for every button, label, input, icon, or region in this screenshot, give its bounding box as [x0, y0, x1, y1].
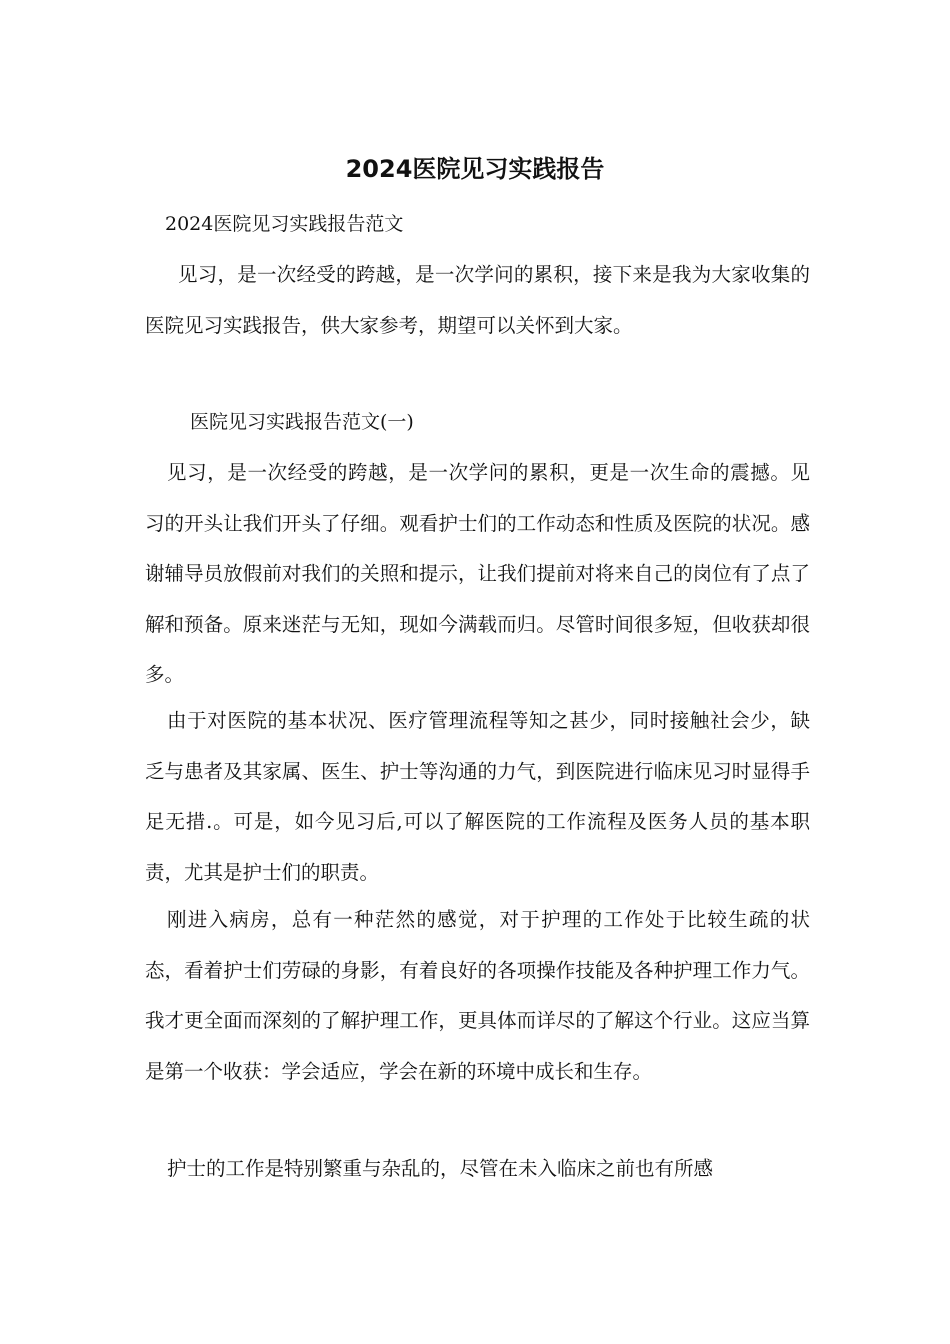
body-paragraph: 刚进入病房，总有一种茫然的感觉，对于护理的工作处于比较生疏的状态，看着护士们劳碌的身影，有着良好的各项操作技能及各种护理工作力气。我才更全面而深刻的了解护理工作，更具体而详尽的了解这个行业。这应当算是第一个收获：学会适应，学会在新的环境中成长和生存。 — [145, 908, 810, 1083]
document-title: 2024医院见习实践报告 — [345, 155, 605, 183]
section-heading: 医院见习实践报告范文(一) — [190, 411, 414, 433]
body-paragraph: 见习，是一次经受的跨越，是一次学问的累积，更是一次生命的震撼。见习的开头让我们开头了仔细。观看护士们的工作动态和性质及医院的状况。感谢辅导员放假前对我们的关照和提示，让我们提前对将来自己的岗位有了点了解和预备。原来迷茫与无知，现如今满载而归。尽管时间很多短，但收获却很多。 — [145, 461, 810, 686]
intro-paragraph: 见习，是一次经受的跨越，是一次学问的累积，接下来是我为大家收集的医院见习实践报告，供大家参考，期望可以关怀到大家。 — [145, 263, 810, 337]
document-subtitle: 2024医院见习实践报告范文 — [165, 213, 404, 235]
body-paragraph: 护士的工作是特别繁重与杂乱的，尽管在未入临床之前也有所感 — [167, 1157, 714, 1180]
body-paragraph: 由于对医院的基本状况、医疗管理流程等知之甚少，同时接触社会少，缺乏与患者及其家属、医生、护士等沟通的力气，到医院进行临床见习时显得手足无措.。可是，如今见习后,可以了解医院的工作流程及医务人员的基本职责，尤其是护士们的职责。 — [145, 709, 810, 884]
